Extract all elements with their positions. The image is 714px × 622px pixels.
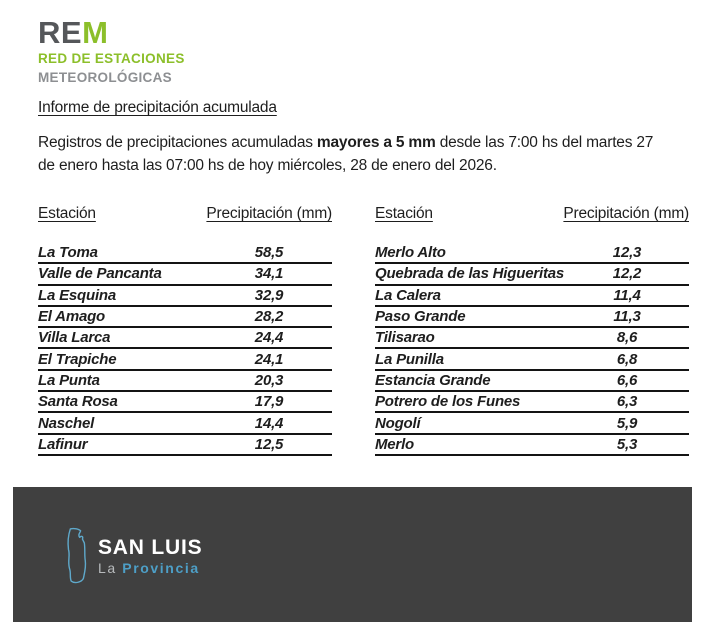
precipitation-value: 24,4 [254, 329, 284, 347]
station-name: La Punta [38, 371, 100, 389]
table-header-row [375, 205, 689, 221]
station-name: El Trapiche [38, 350, 117, 368]
table-body [375, 243, 689, 456]
precipitation-value: 12,2 [612, 265, 642, 283]
tagline-la: La [98, 560, 117, 576]
station-name: Nogolí [375, 414, 421, 432]
san-luis-brand-name: SAN LUIS [98, 536, 203, 559]
intro-text-after: desde las 7:00 hs del martes 27 [435, 134, 654, 151]
rem-subtitle-line2: METEOROLÓGICAS [38, 70, 172, 85]
rem-acronym [38, 15, 185, 50]
table-row [38, 349, 332, 370]
precipitation-value: 24,1 [254, 350, 284, 368]
table-row [375, 413, 689, 434]
table-row [38, 264, 332, 285]
precipitation-value: 12,3 [612, 244, 642, 262]
precipitation-value: 11,4 [613, 286, 641, 304]
station-name: Villa Larca [38, 329, 111, 347]
table-body [38, 243, 332, 456]
table-row [38, 413, 332, 434]
precipitation-value: 6,8 [616, 350, 638, 368]
table-row [375, 435, 689, 456]
station-name: Lafinur [38, 435, 88, 453]
station-name: Potrero de los Funes [375, 393, 521, 411]
tagline-provincia: Provincia [122, 560, 200, 576]
table-row [38, 243, 332, 264]
column-header-precipitation: Precipitación (mm) [206, 205, 332, 222]
table-row [375, 371, 689, 392]
precipitation-value: 6,6 [616, 371, 638, 389]
table-row [375, 264, 689, 285]
san-luis-province-outline-icon [61, 527, 89, 585]
san-luis-logo [61, 527, 202, 585]
station-name: Valle de Pancanta [38, 265, 162, 283]
precipitation-table-right [375, 205, 689, 456]
precipitation-value: 28,2 [254, 308, 284, 326]
precipitation-value: 14,4 [254, 414, 284, 432]
rem-logo [38, 15, 185, 85]
table-row [38, 328, 332, 349]
san-luis-logo-text [98, 536, 202, 576]
column-header-station: Estación [38, 205, 96, 222]
station-name: Quebrada de las Higueritas [375, 265, 565, 283]
station-name: La Punilla [375, 350, 444, 368]
precipitation-value: 5,3 [616, 435, 638, 453]
precipitation-value: 6,3 [616, 393, 638, 411]
station-name: Estancia Grande [375, 371, 491, 389]
table-row [375, 328, 689, 349]
precipitation-value: 58,5 [254, 244, 284, 262]
precipitation-value: 34,1 [254, 265, 284, 283]
table-row [375, 349, 689, 370]
station-name: Paso Grande [375, 308, 466, 326]
precipitation-value: 17,9 [254, 393, 284, 411]
table-row [38, 286, 332, 307]
column-header-precipitation: Precipitación (mm) [563, 205, 689, 222]
table-row [375, 392, 689, 413]
table-row [38, 435, 332, 456]
footer-banner [13, 487, 692, 622]
column-header-station: Estación [375, 205, 433, 222]
precipitation-value: 8,6 [616, 329, 638, 347]
table-row [38, 392, 332, 413]
rem-acronym-green: M [82, 15, 109, 50]
san-luis-tagline [98, 560, 202, 576]
station-name: Merlo Alto [375, 244, 446, 262]
rem-acronym-dark: RE [38, 15, 83, 50]
intro-text-line2: de enero hasta las 07:00 hs de hoy miércoles, 28 de enero del 2026. [38, 156, 497, 174]
report-title: Informe de precipitación acumulada [38, 99, 277, 116]
precipitation-value: 20,3 [254, 371, 284, 389]
station-name: Tilisarao [375, 329, 435, 347]
precipitation-value: 12,5 [254, 435, 284, 453]
precipitation-table-left [38, 205, 332, 456]
station-name: La Esquina [38, 286, 117, 304]
table-row [38, 371, 332, 392]
station-name: El Amago [38, 308, 106, 326]
station-name: Naschel [38, 414, 95, 432]
table-row [38, 307, 332, 328]
precipitation-value: 11,3 [613, 308, 641, 326]
table-header-row [38, 205, 332, 221]
intro-threshold-bold: mayores a 5 mm [316, 134, 436, 151]
table-row [375, 307, 689, 328]
station-name: La Calera [375, 286, 441, 304]
report-intro [38, 132, 678, 177]
station-name: Merlo [375, 435, 415, 453]
precipitation-value: 32,9 [254, 286, 284, 304]
station-name: La Toma [38, 244, 98, 262]
station-name: Santa Rosa [38, 393, 118, 411]
intro-text-before: Registros de precipitaciones acumuladas [38, 134, 317, 151]
rem-subtitle-line1: RED DE ESTACIONES [38, 51, 185, 66]
precipitation-value: 5,9 [616, 414, 638, 432]
table-row [375, 286, 689, 307]
table-row [375, 243, 689, 264]
